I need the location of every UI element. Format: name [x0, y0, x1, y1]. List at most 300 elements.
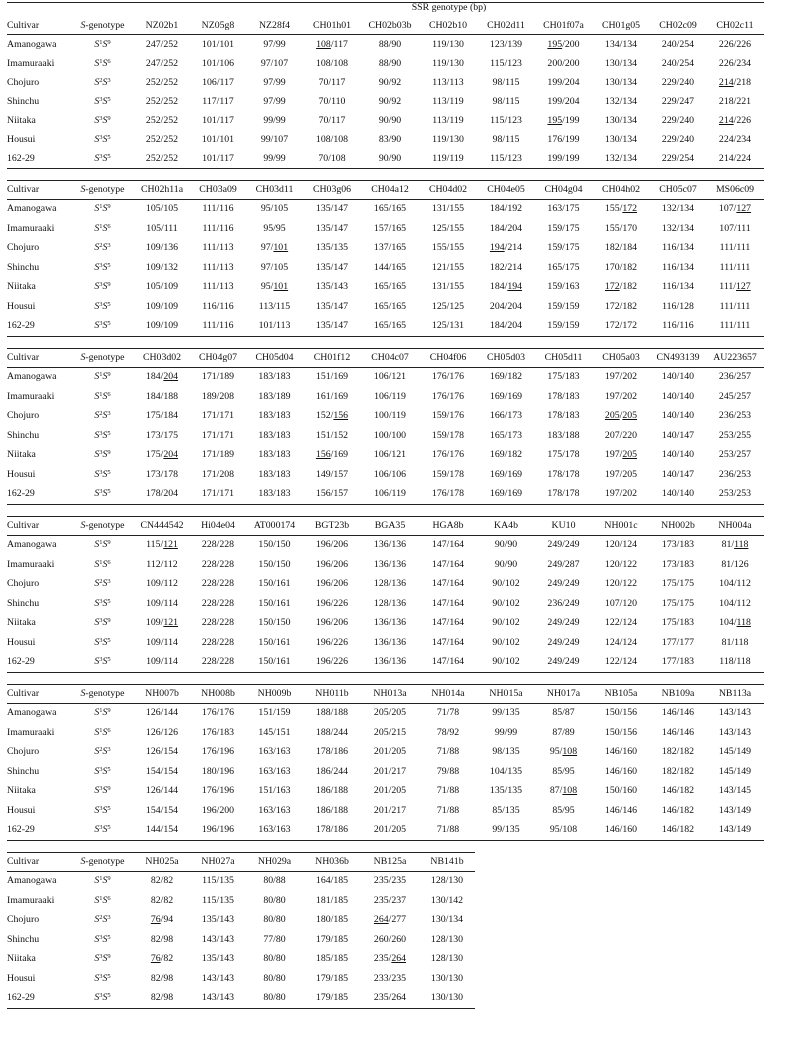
allele-cell: 171/189: [201, 371, 235, 383]
cultivar-name: 162-29: [7, 320, 35, 332]
allele-cell: 106/119: [374, 390, 406, 402]
allele-cell: 119/130: [432, 38, 464, 50]
allele-cell: 126/126: [145, 726, 179, 738]
allele-cell: 151/152: [315, 429, 349, 441]
marker-header: AU223657: [713, 351, 757, 363]
cultivar-name: Chojuro: [7, 76, 40, 88]
table-row: [7, 35, 764, 55]
allele-cell: 197/202: [604, 488, 638, 500]
allele-cell: 111/113: [202, 281, 234, 293]
s-genotype-value: $S^2S^3$: [94, 410, 111, 422]
allele-cell: 173/175: [145, 429, 179, 441]
s-genotype-cell: [71, 278, 134, 298]
s-genotype-cell: [71, 762, 134, 782]
allele-cell: 205/215: [373, 726, 407, 738]
marker-header: CH05c07: [659, 183, 697, 195]
allele-cell: 196/206: [315, 617, 349, 629]
allele-cell: 228/228: [201, 558, 235, 570]
s-genotype-value: $S^3S^5$: [94, 824, 111, 836]
allele-cell: 163/163: [258, 765, 291, 777]
allele-cell: 253/257: [718, 449, 752, 461]
allele-cell: 150/150: [258, 617, 291, 629]
allele-cell: 207/220: [604, 429, 638, 441]
allele-cell: 140/147: [661, 468, 695, 480]
marker-header: NH017a: [546, 687, 581, 699]
allele-cell: 260/260: [373, 933, 407, 945]
allele-cell: 145/151: [258, 726, 291, 738]
cultivar-name: Shinchu: [7, 765, 40, 777]
cultivar-name: Housui: [7, 133, 36, 145]
allele-cell: 172/182: [604, 281, 638, 293]
allele-cell: 108/117: [316, 38, 348, 50]
cultivar-name: Shinchu: [7, 429, 40, 441]
allele-cell: 163/163: [258, 804, 291, 816]
allele-cell: 123/139: [489, 38, 523, 50]
allele-cell: 80/80: [263, 894, 286, 906]
table-row: [7, 614, 764, 634]
allele-cell: 178/178: [547, 468, 580, 480]
allele-cell: 115/135: [202, 894, 234, 906]
table-row: [7, 801, 764, 821]
genotype-table-2: [7, 180, 764, 338]
unique-allele: 264: [373, 914, 389, 926]
s-genotype-value: $S^1S^9$: [94, 707, 111, 719]
allele-cell: 146/182: [661, 785, 695, 797]
allele-cell: 125/155: [431, 222, 465, 234]
allele-cell: 101/113: [258, 320, 291, 332]
allele-cell: 146/182: [661, 824, 695, 836]
allele-cell: 143/149: [718, 804, 752, 816]
s-genotype-cell: [71, 239, 134, 259]
allele-cell: 214/224: [718, 152, 752, 164]
marker-header: NH013a: [373, 687, 407, 699]
unique-allele: 127: [736, 281, 751, 293]
allele-cell: 245/257: [718, 390, 752, 402]
s-genotype-value: $S^3S^9$: [94, 114, 111, 126]
allele-cell: 155/155: [431, 242, 465, 254]
s-genotype-value: $S^3S^9$: [94, 785, 111, 797]
allele-cell: 98/115: [492, 133, 520, 145]
allele-cell: 150/161: [258, 578, 291, 590]
allele-cell: 228/228: [201, 597, 235, 609]
allele-cell: 108/108: [315, 57, 349, 69]
allele-cell: 106/106: [373, 468, 407, 480]
allele-cell: 128/130: [430, 953, 464, 965]
s-genotype-cell: [71, 485, 134, 505]
marker-header: NH002b: [661, 519, 695, 531]
allele-cell: 109/112: [146, 578, 178, 590]
table-row: [7, 317, 764, 337]
allele-cell: 143/149: [718, 824, 752, 836]
allele-cell: 140/140: [661, 449, 695, 461]
s-genotype-cell: [71, 465, 134, 485]
table-row: [7, 485, 764, 505]
allele-cell: 135/143: [201, 953, 235, 965]
s-genotype-cell: [71, 387, 134, 407]
cultivar-name: Niitaka: [7, 617, 36, 629]
marker-header: CH01f12: [313, 351, 351, 363]
allele-cell: 82/98: [150, 992, 174, 1004]
allele-cell: 132/134: [604, 152, 638, 164]
s-genotype-header: S-genotype: [80, 855, 125, 867]
allele-cell: 130/130: [430, 992, 464, 1004]
allele-cell: 201/217: [373, 765, 407, 777]
allele-cell: 82/98: [150, 972, 174, 984]
s-genotype-cell: [71, 367, 134, 387]
allele-cell: 183/183: [258, 449, 291, 461]
allele-cell: 88/90: [378, 38, 402, 50]
allele-cell: 90/102: [492, 617, 520, 629]
marker-header: CN444542: [140, 519, 184, 531]
cultivar-name: Niitaka: [7, 785, 36, 797]
cultivar-name: Imamuraaki: [7, 57, 55, 69]
allele-cell: 115/123: [490, 57, 522, 69]
allele-cell: 197/205: [604, 468, 638, 480]
allele-cell: 185/185: [315, 953, 349, 965]
cultivar-name: Amanogawa: [7, 875, 57, 887]
allele-cell: 106/121: [373, 371, 407, 383]
allele-cell: 218/221: [718, 95, 752, 107]
allele-cell: 95/95: [263, 222, 286, 234]
cultivar-name: 162-29: [7, 656, 35, 668]
allele-cell: 85/95: [552, 804, 575, 816]
allele-cell: 130/134: [604, 133, 638, 145]
unique-allele: 204: [163, 449, 179, 461]
cultivar-name: Amanogawa: [7, 539, 57, 551]
marker-header: CH04a12: [371, 183, 409, 195]
allele-cell: 177/177: [661, 636, 695, 648]
allele-cell: 150/150: [258, 558, 291, 570]
allele-cell: 109/114: [146, 656, 178, 668]
allele-cell: 146/160: [604, 824, 638, 836]
allele-cell: 81/126: [721, 558, 749, 570]
allele-cell: 176/176: [431, 371, 465, 383]
allele-cell: 70/117: [318, 114, 346, 126]
allele-cell: 115/121: [146, 539, 178, 551]
allele-cell: 146/146: [604, 804, 638, 816]
allele-cell: 101/117: [202, 152, 234, 164]
s-genotype-header: S-genotype: [80, 351, 125, 363]
s-genotype-value: $S^3S^5$: [94, 765, 111, 777]
allele-cell: 113/119: [432, 114, 464, 126]
allele-cell: 109/114: [146, 597, 178, 609]
s-genotype-cell: [71, 950, 134, 970]
allele-cell: 101/117: [202, 114, 234, 126]
allele-cell: 169/169: [489, 390, 523, 402]
s-genotype-cell: [71, 633, 134, 653]
allele-cell: 159/163: [547, 281, 580, 293]
table-row: [7, 199, 764, 219]
allele-cell: 98/115: [492, 76, 520, 88]
allele-cell: 178/204: [145, 488, 179, 500]
allele-cell: 176/196: [201, 785, 235, 797]
cultivar-name: Chojuro: [7, 578, 40, 590]
allele-cell: 236/257: [718, 371, 752, 383]
header-row: [7, 180, 764, 199]
allele-cell: 154/154: [145, 804, 179, 816]
allele-cell: 106/117: [202, 76, 234, 88]
allele-cell: 146/160: [604, 746, 638, 758]
allele-cell: 252/252: [145, 76, 179, 88]
allele-cell: 252/252: [145, 133, 179, 145]
allele-cell: 99/135: [492, 824, 520, 836]
s-genotype-cell: [71, 258, 134, 278]
allele-cell: 205/205: [604, 410, 638, 422]
table-row: [7, 743, 764, 763]
allele-cell: 175/204: [145, 449, 179, 461]
allele-cell: 151/163: [258, 785, 291, 797]
allele-cell: 111/127: [719, 281, 751, 293]
allele-cell: 77/80: [263, 933, 286, 945]
allele-cell: 128/136: [373, 578, 407, 590]
allele-cell: 100/100: [373, 429, 407, 441]
allele-cell: 182/182: [661, 765, 695, 777]
cultivar-name: Housui: [7, 972, 36, 984]
marker-header: NH004a: [718, 519, 752, 531]
allele-cell: 97/105: [260, 261, 289, 273]
allele-cell: 111/116: [202, 203, 234, 215]
marker-header: NB141b: [430, 855, 464, 867]
allele-cell: 76/82: [150, 953, 174, 965]
marker-header: CH02c11: [716, 19, 754, 31]
allele-cell: 247/252: [145, 38, 179, 50]
header-row: [7, 348, 764, 367]
allele-cell: 145/149: [718, 746, 752, 758]
ssr-genotype-heading: SSR genotype (bp): [411, 2, 487, 13]
marker-header: NZ05g8: [201, 19, 235, 31]
allele-cell: 140/140: [661, 390, 695, 402]
allele-cell: 99/99: [494, 726, 518, 738]
table-row: [7, 911, 475, 931]
unique-allele: 101: [273, 281, 289, 293]
allele-cell: 195/200: [547, 38, 580, 50]
allele-cell: 78/92: [436, 726, 460, 738]
allele-cell: 182/184: [604, 242, 638, 254]
s-genotype-value: $S^2S^3$: [94, 242, 111, 254]
allele-cell: 184/188: [145, 390, 179, 402]
unique-allele: 101: [273, 242, 289, 254]
unique-allele: 214: [718, 114, 734, 126]
allele-cell: 199/204: [547, 95, 580, 107]
allele-cell: 224/234: [718, 133, 752, 145]
table-gap: [7, 841, 793, 852]
allele-cell: 119/130: [432, 133, 464, 145]
allele-cell: 253/253: [718, 488, 752, 500]
allele-cell: 171/208: [201, 468, 235, 480]
allele-cell: 126/144: [145, 785, 179, 797]
allele-cell: 90/102: [492, 597, 520, 609]
allele-cell: 155/172: [604, 203, 638, 215]
s-genotype-value: $S^3S^5$: [94, 468, 111, 480]
allele-cell: 70/108: [318, 152, 346, 164]
unique-allele: 76: [150, 953, 161, 965]
s-genotype-value: $S^1S^6$: [94, 558, 111, 570]
cultivar-name: Niitaka: [7, 953, 36, 965]
table-row: [7, 891, 475, 911]
header-row: [7, 684, 764, 703]
s-genotype-value: $S^3S^9$: [94, 617, 111, 629]
allele-cell: 155/170: [604, 222, 638, 234]
s-genotype-value: $S^1S^9$: [94, 371, 111, 383]
allele-cell: 95/101: [260, 281, 289, 293]
marker-header: CH02c09: [659, 19, 697, 31]
allele-cell: 169/169: [489, 488, 523, 500]
allele-cell: 200/200: [547, 57, 580, 69]
marker-header: CH02d11: [487, 19, 525, 31]
s-genotype-cell: [71, 130, 134, 149]
marker-header: CH01f07a: [543, 19, 584, 31]
s-genotype-cell: [71, 35, 134, 55]
unique-allele: 156: [315, 449, 331, 461]
allele-cell: 83/90: [378, 133, 402, 145]
allele-cell: 159/159: [547, 300, 580, 312]
allele-cell: 152/156: [315, 410, 349, 422]
allele-cell: 197/205: [604, 449, 638, 461]
allele-cell: 90/92: [378, 95, 402, 107]
s-genotype-value: $S^3S^5$: [94, 972, 111, 984]
allele-cell: 165/165: [373, 300, 407, 312]
allele-cell: 179/185: [315, 972, 349, 984]
allele-cell: 176/176: [201, 707, 235, 719]
allele-cell: 108/108: [315, 133, 349, 145]
allele-cell: 180/196: [201, 765, 235, 777]
allele-cell: 132/134: [661, 203, 695, 215]
allele-cell: 236/253: [718, 468, 752, 480]
allele-cell: 109/109: [145, 300, 179, 312]
allele-cell: 107/127: [718, 203, 752, 215]
marker-header: CH04g04: [544, 183, 583, 195]
allele-cell: 70/110: [318, 95, 346, 107]
table-row: [7, 239, 764, 259]
table-row: [7, 387, 764, 407]
allele-cell: 196/196: [201, 824, 235, 836]
cultivar-name: Shinchu: [7, 597, 40, 609]
allele-cell: 175/178: [547, 449, 580, 461]
allele-cell: 182/182: [661, 746, 695, 758]
allele-cell: 135/135: [315, 242, 349, 254]
allele-cell: 175/175: [661, 578, 695, 590]
table-row: [7, 950, 475, 970]
allele-cell: 175/184: [145, 410, 179, 422]
s-genotype-cell: [71, 801, 134, 821]
marker-header: NB113a: [718, 687, 752, 699]
allele-cell: 115/123: [490, 152, 522, 164]
allele-cell: 113/115: [258, 300, 291, 312]
marker-header: NH036b: [315, 855, 349, 867]
s-genotype-value: $S^3S^5$: [94, 95, 111, 107]
allele-cell: 194/214: [489, 242, 523, 254]
allele-cell: 176/176: [431, 390, 465, 402]
allele-cell: 97/99: [263, 95, 286, 107]
allele-cell: 186/188: [315, 785, 349, 797]
allele-cell: 90/92: [378, 76, 402, 88]
allele-cell: 163/163: [258, 824, 291, 836]
allele-cell: 156/157: [315, 488, 349, 500]
allele-cell: 107/120: [604, 597, 638, 609]
allele-cell: 176/178: [431, 488, 465, 500]
table-gap: [7, 337, 793, 348]
allele-cell: 101/101: [201, 133, 235, 145]
allele-cell: 132/134: [604, 95, 638, 107]
cultivar-header: Cultivar: [7, 183, 40, 195]
allele-cell: 106/119: [374, 488, 406, 500]
allele-cell: 150/160: [604, 785, 638, 797]
allele-cell: 150/161: [258, 636, 291, 648]
allele-cell: 143/143: [201, 992, 235, 1004]
allele-cell: 182/214: [489, 261, 523, 273]
marker-header: NH011b: [315, 687, 349, 699]
s-genotype-cell: [71, 555, 134, 575]
s-genotype-value: $S^3S^5$: [94, 992, 111, 1004]
table-row: [7, 575, 764, 595]
allele-cell: 126/144: [145, 707, 179, 719]
allele-cell: 125/125: [431, 300, 465, 312]
allele-cell: 104/118: [719, 617, 751, 629]
s-genotype-cell: [71, 219, 134, 239]
marker-header: NZ02b1: [145, 19, 179, 31]
allele-cell: 183/189: [258, 390, 291, 402]
allele-cell: 122/124: [604, 617, 638, 629]
cultivar-name: Imamuraaki: [7, 726, 55, 738]
allele-cell: 240/254: [661, 57, 695, 69]
allele-cell: 99/99: [263, 152, 286, 164]
s-genotype-value: $S^3S^5$: [94, 261, 111, 273]
allele-cell: 137/165: [373, 242, 407, 254]
header-row: [7, 516, 764, 535]
cultivar-name: Chojuro: [7, 914, 40, 926]
cultivar-name: Imamuraaki: [7, 390, 55, 402]
marker-header: NH025a: [145, 855, 179, 867]
allele-cell: 247/252: [145, 57, 179, 69]
marker-header: CH04f06: [429, 351, 467, 363]
allele-cell: 151/169: [315, 371, 349, 383]
s-genotype-cell: [71, 297, 134, 317]
cultivar-name: Niitaka: [7, 114, 36, 126]
allele-cell: 178/183: [547, 390, 580, 402]
allele-cell: 150/156: [604, 726, 638, 738]
allele-cell: 97/107: [260, 57, 289, 69]
table-gap: [7, 169, 793, 180]
s-genotype-value: $S^2S^3$: [94, 914, 111, 926]
allele-cell: 90/90: [378, 114, 402, 126]
s-genotype-header: S-genotype: [80, 183, 125, 195]
table-row: [7, 555, 764, 575]
allele-cell: 176/176: [431, 449, 465, 461]
allele-cell: 159/176: [431, 410, 465, 422]
allele-cell: 105/105: [145, 203, 179, 215]
allele-cell: 159/178: [431, 429, 465, 441]
allele-cell: 111/111: [719, 300, 751, 312]
allele-cell: 165/165: [373, 203, 407, 215]
super-header-row: [7, 3, 764, 18]
table-row: [7, 407, 764, 427]
s-genotype-header: S-genotype: [80, 519, 125, 531]
allele-cell: 126/154: [145, 746, 179, 758]
allele-cell: 81/118: [721, 636, 749, 648]
cultivar-name: Imamuraaki: [7, 894, 55, 906]
allele-cell: 214/226: [718, 114, 752, 126]
cultivar-header: Cultivar: [7, 519, 40, 531]
allele-cell: 140/140: [661, 410, 695, 422]
unique-allele: 172: [622, 203, 638, 215]
s-genotype-cell: [71, 446, 134, 466]
allele-cell: 196/206: [315, 539, 349, 551]
allele-cell: 147/164: [431, 636, 465, 648]
allele-cell: 97/101: [260, 242, 289, 254]
s-genotype-value: $S^3S^5$: [94, 429, 111, 441]
allele-cell: 136/136: [373, 636, 407, 648]
s-genotype-value: $S^2S^3$: [94, 578, 111, 590]
